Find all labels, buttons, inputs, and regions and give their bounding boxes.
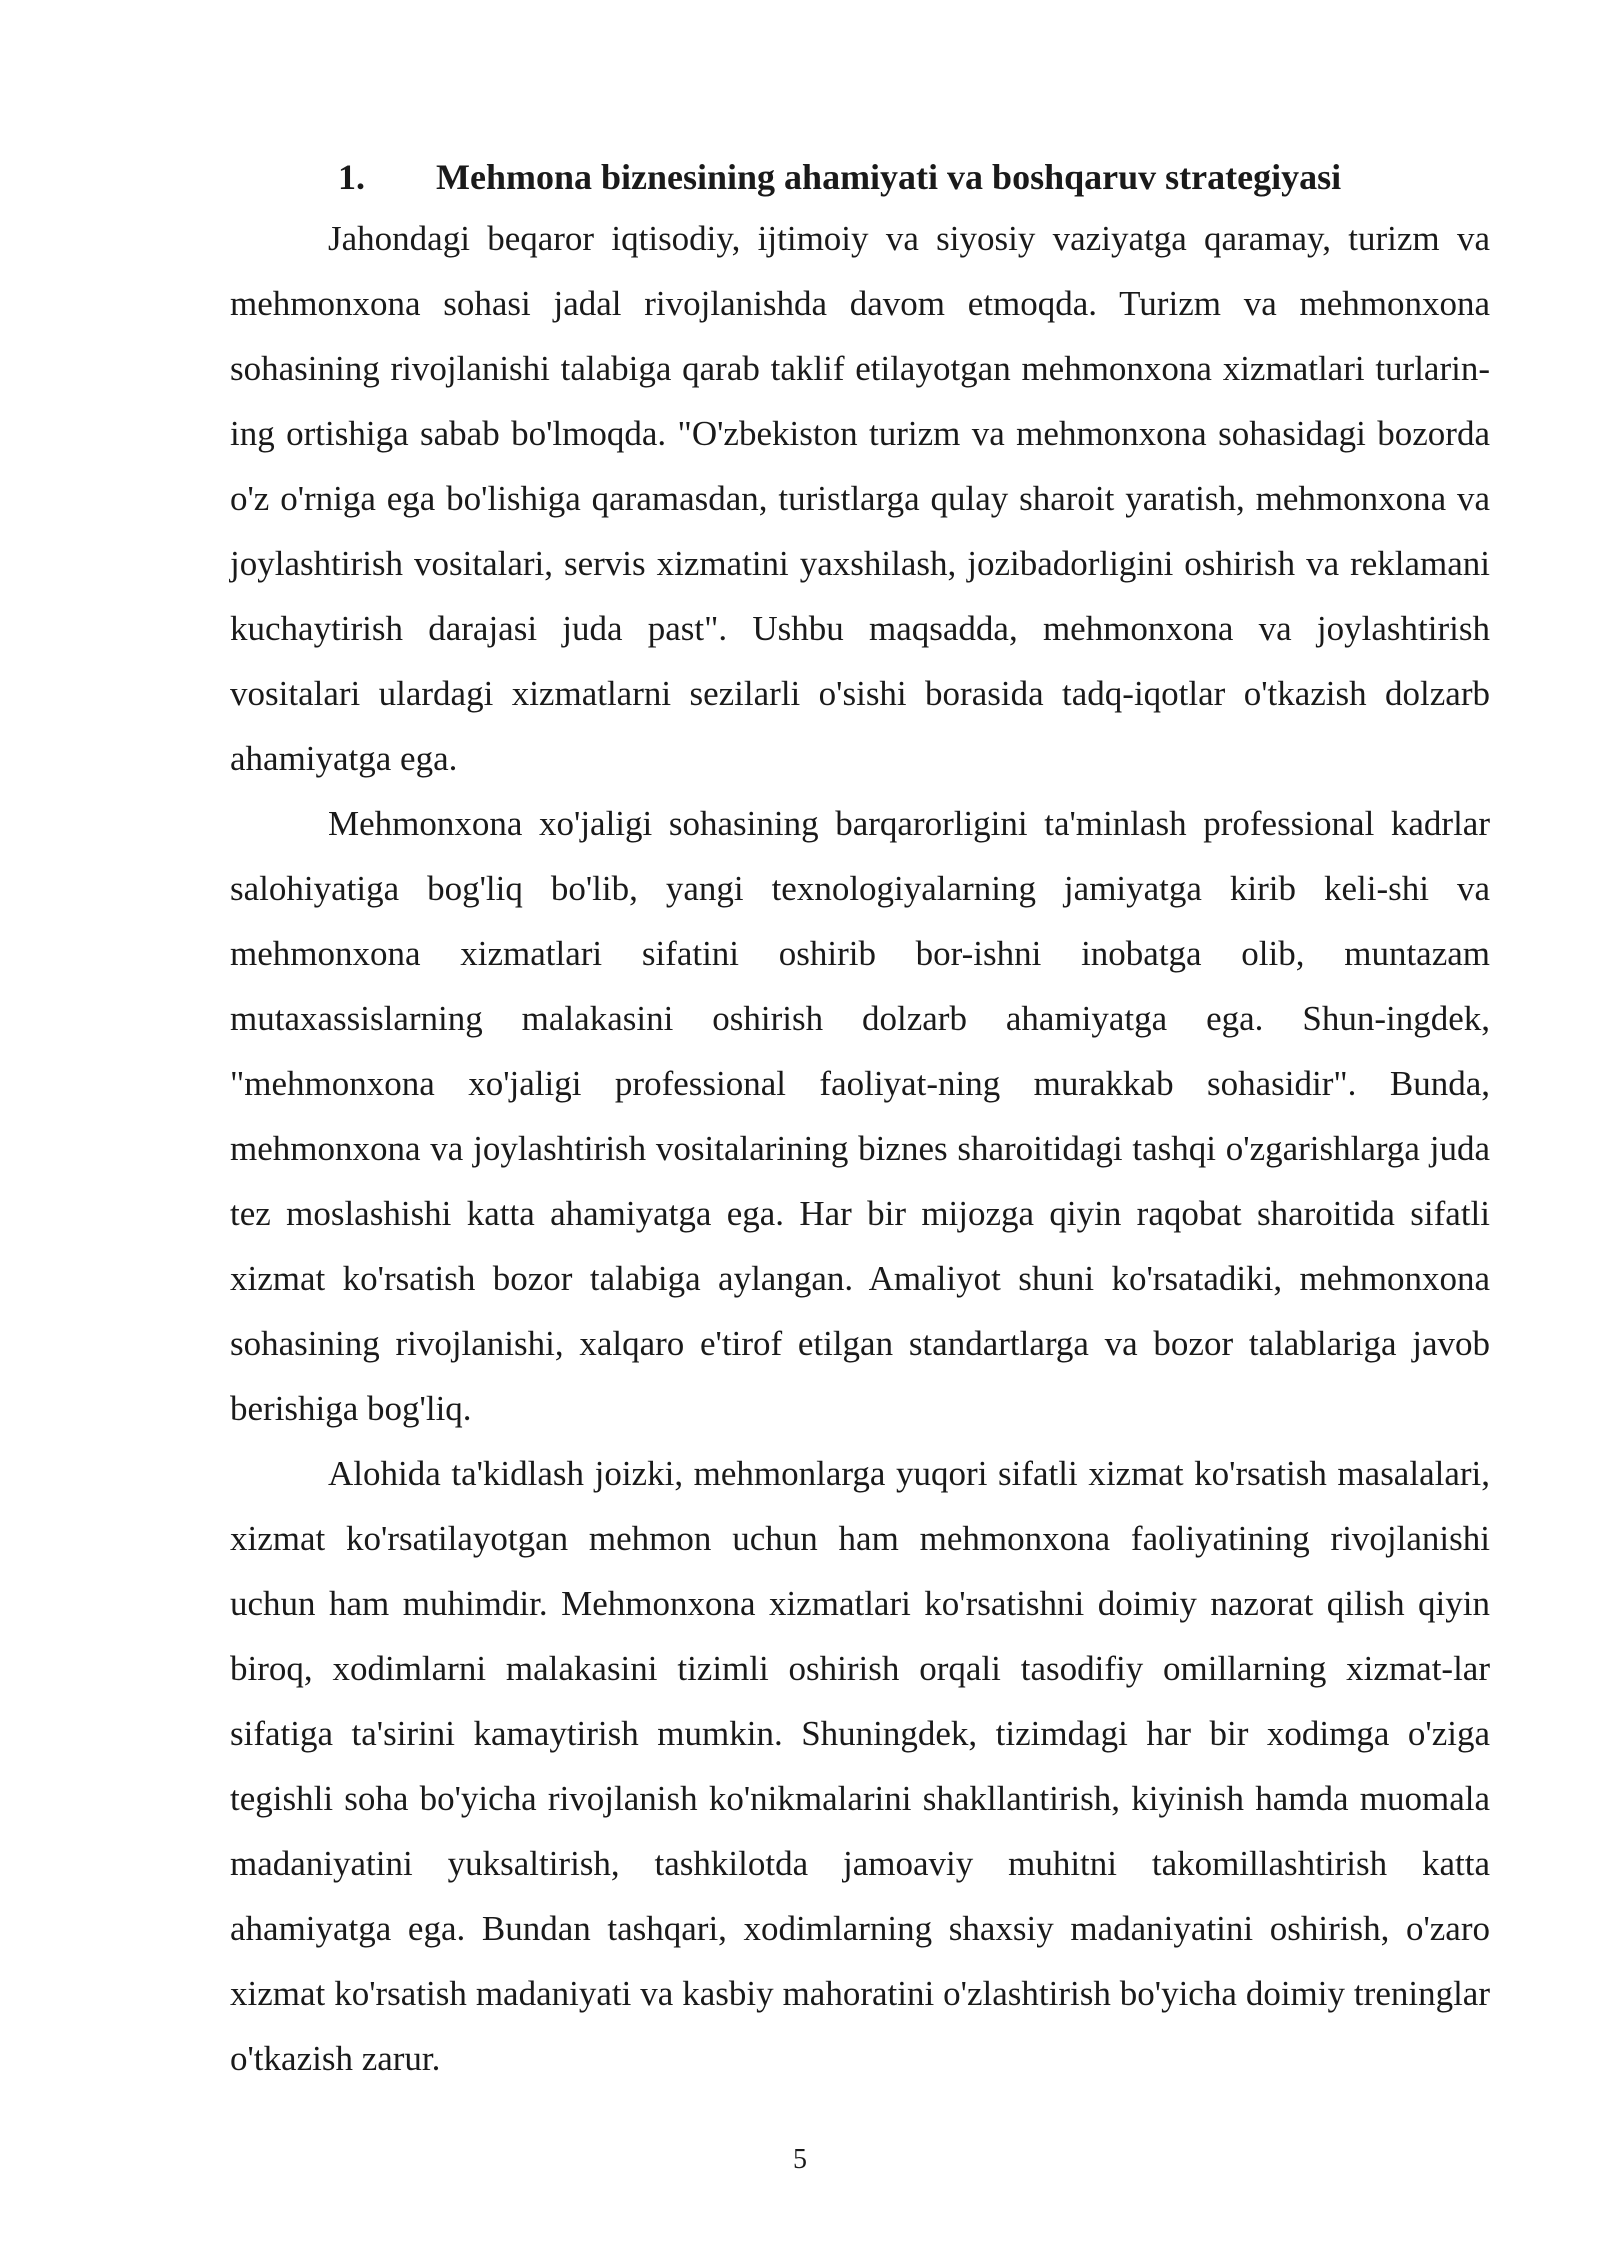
paragraph-1: Jahondagi beqaror iqtisodiy, ijtimoiy va siyosiy vaziyatga qaramay, turizm va mehmonxona sohasi jadal rivojlanishda davom etmoqda. Turizm va mehmonxona sohasining rivojlanishi talabiga qarab taklif etilayotgan mehmonxona xizmatlari turlarin-ing ortishiga sabab bo'lmoqda. "O'zbekiston turizm va mehmonxona sohasidagi bozorda o'z o'rniga ega bo'lishiga qaramasdan, turistlarga qulay sharoit yaratish, mehmonxona va joylashtirish vositalari, servis xizmatini yaxshilash, jozibadorligini oshirish va reklamani kuchaytirish darajasi juda past". Ushbu maqsadda, mehmonxona va joylashtirish vositalari ulardagi xizmatlarni sezilarli o'sishi borasida tadq-iqotlar o'tkazish dolzarb ahamiyatga ega. xyxy=(230,219,1490,778)
page-body xyxy=(230,148,1490,2091)
paragraph-3: Alohida ta'kidlash joizki, mehmonlarga yuqori sifatli xizmat ko'rsatish masalalari, xizmat ko'rsatilayotgan mehmon uchun ham mehmonxona faoliyatining rivojlanishi uchun ham muhimdir. Mehmonxona xizmatlari ko'rsatishni doimiy nazorat qilish qiyin biroq, xodimlarni malakasini tizimli oshirish orqali tasodifiy omillarning xizmat-lar sifatiga ta'sirini kamaytirish mumkin. Shuningdek, tizimdagi har bir xodimga o'ziga tegishli soha bo'yicha rivojlanish ko'nikmalarini shakllantirish, kiyinish hamda muomala madaniyatini yuksaltirish, tashkilotda jamoaviy muhitni takomillashtirish katta ahamiyatga ega. Bundan tashqari, xodimlarning shaxsiy madaniyatini oshirish, o'zaro xizmat ko'rsatish madaniyati va kasbiy mahoratini o'zlashtirish bo'yicha doimiy treninglar o'tkazish zarur. xyxy=(230,1454,1490,2078)
page-number: 5 xyxy=(793,2144,807,2175)
section-title: Mehmona biznesining ahamiyati va boshqaruv strategiyasi xyxy=(436,157,1342,197)
section-heading xyxy=(230,148,1490,206)
section-number: 1. xyxy=(338,157,365,197)
paragraph-2: Mehmonxona xo'jaligi sohasining barqarorligini ta'minlash professional kadrlar salohiyatiga bog'liq bo'lib, yangi texnologiyalarning jamiyatga kirib keli-shi va mehmonxona xizmatlari sifatini oshirib bor-ishni inobatga olib, muntazam mutaxassislarning malakasini oshirish dolzarb ahamiyatga ega. Shun-ingdek, "mehmonxona xo'jaligi professional faoliyat-ning murakkab sohasidir". Bunda, mehmonxona va joylashtirish vositalarining biznes sharoitidagi tashqi o'zgarishlarga juda tez moslashishi katta ahamiyatga ega. Har bir mijozga qiyin raqobat sharoitida sifatli xizmat ko'rsatish bozor talabiga aylangan. Amaliyot shuni ko'rsatadiki, mehmonxona sohasining rivojlanishi, xalqaro e'tirof etilgan standartlarga va bozor talablariga javob berishiga bog'liq. xyxy=(230,804,1490,1428)
